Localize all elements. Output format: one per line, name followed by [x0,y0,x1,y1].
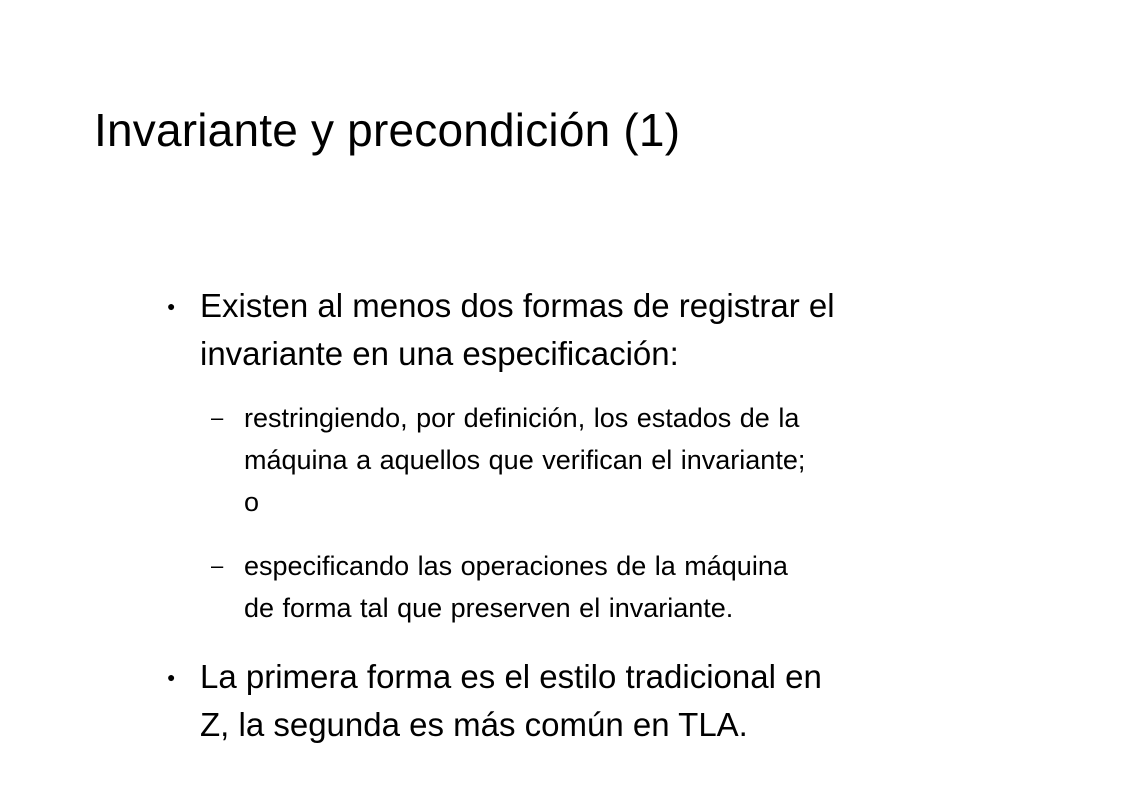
sub-item-2-line-2: de forma tal que preserven el invariante. [244,593,734,623]
sub-item-1-line-3: o [244,487,260,517]
bullet-dot-icon: ● [167,298,176,314]
sub-item-1 [211,397,1034,523]
bullet-item-2-line-2: Z, la segunda es más común en TLA. [200,706,748,743]
dash-bullet-icon: – [211,553,224,578]
sub-item-1-line-1: restringiendo, por definición, los estados de la [244,403,800,433]
bullet-dot-icon: ● [167,669,176,685]
sub-item-2-line-1: especificando las operaciones de la máquina [244,551,788,581]
bullet-item-1 [167,282,1060,378]
bullet-item-1-line-1: Existen al menos dos formas de registrar el [200,287,835,324]
dash-bullet-icon: – [211,405,224,430]
bullet-item-2 [167,653,1060,749]
sub-item-1-line-2: máquina a aquellos que verifican el invariante; [244,445,806,475]
slide-title: Invariante y precondición (1) [94,104,681,156]
bullet-item-2-line-1: La primera forma es el estilo tradicional en [200,658,822,695]
sub-item-2 [211,545,1034,629]
bullet-item-1-line-2: invariante en una especificación: [200,335,679,372]
